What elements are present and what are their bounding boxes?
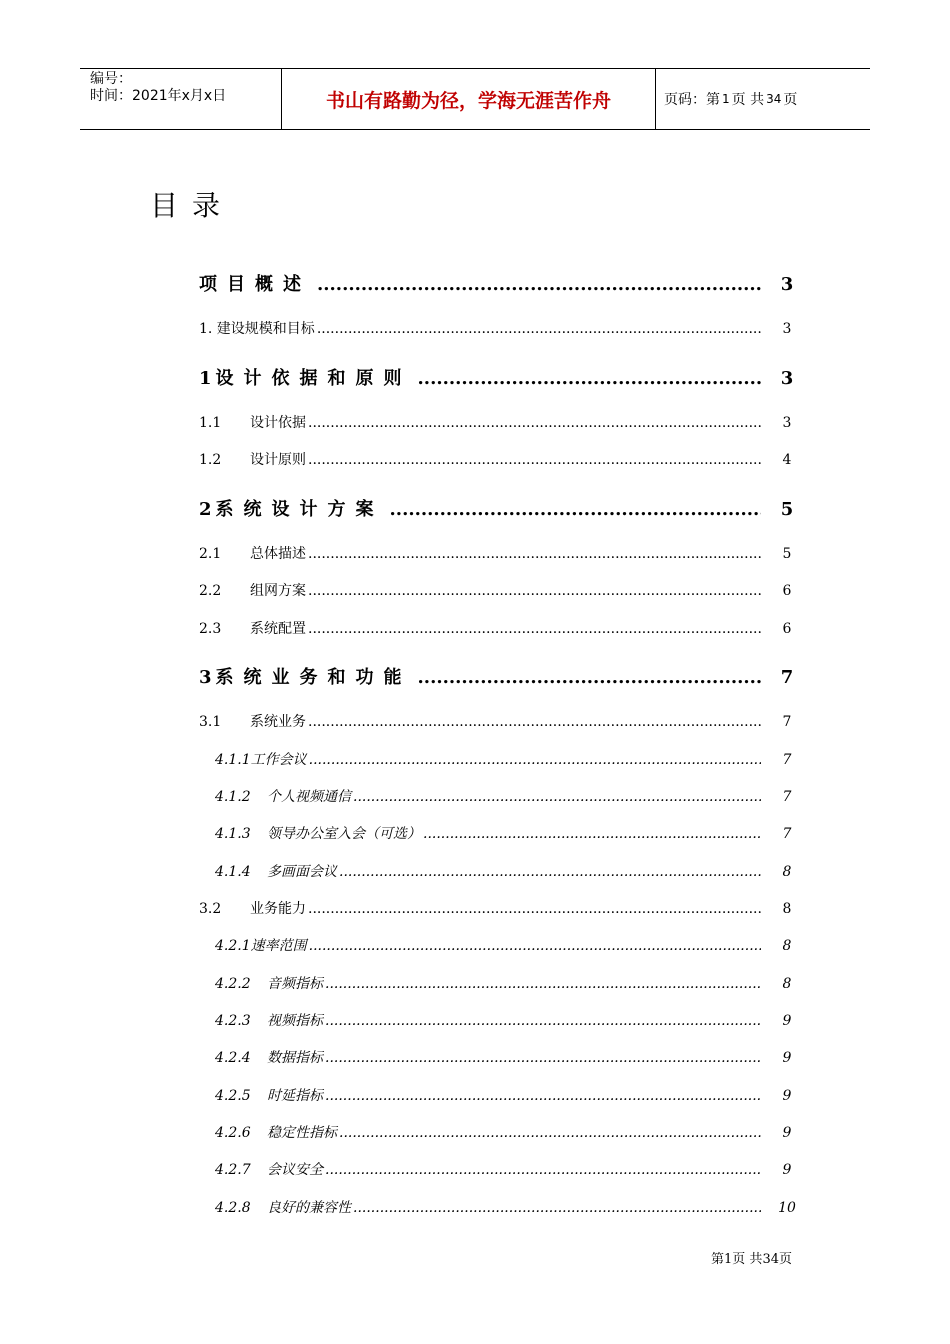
toc-entry-label: 时延指标: [267, 1088, 323, 1104]
toc-leader: [423, 826, 761, 842]
toc-leader: [308, 901, 761, 917]
toc-entry-label: 组网方案: [250, 583, 306, 599]
toc-entry-label: 设计依据: [250, 415, 306, 431]
toc-entry-page: 3: [782, 321, 792, 337]
header-page-total: 34: [766, 92, 782, 106]
page-footer: [711, 1248, 792, 1267]
toc-entry-page: 8: [782, 976, 792, 992]
toc-entry-label: 1. 建设规模和目标: [199, 321, 315, 337]
toc-entry-page: 6: [782, 583, 792, 599]
toc-leader: [308, 546, 761, 562]
toc-entry-number: 4.2.5: [215, 1088, 251, 1104]
header-page-mid: 页 共: [731, 92, 765, 108]
toc-entry[interactable]: [199, 1010, 799, 1030]
toc-entry-page: 9: [782, 1162, 792, 1178]
toc-entry-label: 系统配置: [250, 621, 306, 637]
toc-entry-label: 系统业务: [250, 714, 306, 730]
toc-leader: [325, 1162, 761, 1178]
toc-entry[interactable]: [199, 711, 799, 731]
toc-entry[interactable]: [199, 412, 799, 432]
toc-entry-page: 3: [780, 368, 794, 389]
toc-entry-number: 4.1.4: [215, 864, 251, 880]
toc-entry-number: 2: [199, 499, 212, 520]
toc-leader: [353, 1200, 761, 1216]
toc-entry-page: 3: [782, 415, 792, 431]
toc-entry-number: 4.2.2: [215, 976, 251, 992]
toc-entry[interactable]: [199, 935, 799, 955]
toc-entry-number: 1: [199, 368, 212, 389]
toc-leader: [418, 667, 761, 688]
toc-entry-number: 3.2: [199, 901, 222, 917]
toc-entry-number: 2.3: [199, 621, 222, 637]
toc-entry-label: 稳定性指标: [267, 1125, 337, 1141]
toc-entry-label: 速率范围: [250, 938, 307, 954]
toc-entry-number: 4.2.6: [215, 1125, 251, 1141]
toc-leader: [308, 621, 761, 637]
toc-leader: [325, 976, 761, 992]
toc-entry-number: 4.2.7: [215, 1162, 251, 1178]
toc-entry[interactable]: [199, 1197, 799, 1217]
toc-leader: [390, 499, 761, 520]
toc-leader: [418, 368, 761, 389]
toc-entry-page: 4: [782, 452, 792, 468]
toc-entry-page: 7: [782, 752, 792, 768]
toc-entry[interactable]: [199, 749, 799, 769]
toc-leader: [325, 1088, 761, 1104]
footer-mid: 页 共: [732, 1252, 763, 1267]
toc-entry[interactable]: [199, 973, 799, 993]
toc-entry-label: 系统业务和功能: [215, 667, 412, 688]
toc-entry-page: 6: [782, 621, 792, 637]
time-label: 时间：2021年x月x日: [90, 88, 227, 104]
toc-entry[interactable]: [199, 1085, 799, 1105]
toc-entry-label: 设计原则: [250, 452, 306, 468]
toc-entry[interactable]: [199, 270, 799, 296]
toc-entry-label: 音频指标: [267, 976, 323, 992]
toc-entry-number: 3.1: [199, 714, 222, 730]
toc-entry-page: 9: [782, 1125, 792, 1141]
toc-entry-page: 9: [782, 1013, 792, 1029]
toc-entry-page: 7: [782, 826, 792, 842]
toc-entry[interactable]: [199, 861, 799, 881]
toc-entry[interactable]: [199, 898, 799, 918]
toc-leader: [309, 752, 761, 768]
toc-entry-label: 良好的兼容性: [267, 1200, 351, 1216]
toc-entry-number: 4.1.2: [215, 789, 251, 805]
toc-entry-page: 9: [782, 1050, 792, 1066]
toc-entry[interactable]: [199, 1159, 799, 1179]
toc-entry[interactable]: [199, 580, 799, 600]
toc-leader: [317, 321, 761, 337]
toc-entry-page: 5: [780, 499, 794, 520]
toc-entry-label: 设计依据和原则: [215, 368, 412, 389]
toc-entry-number: 4.2.3: [215, 1013, 251, 1029]
toc-entry-number: 1.2: [199, 452, 222, 468]
toc-entry-label: 多画面会议: [267, 864, 337, 880]
toc-entry-label: 业务能力: [250, 901, 306, 917]
toc-entry-number: 1.1: [199, 415, 222, 431]
toc-entry-label: 工作会议: [250, 752, 307, 768]
toc-entry[interactable]: [199, 495, 799, 521]
header-meta: [80, 69, 280, 129]
toc-entry[interactable]: [199, 364, 799, 390]
toc-entry-number: 4.2.8: [215, 1200, 251, 1216]
header-motto: 书山有路勤为径，学海无涯苦作舟: [281, 69, 656, 129]
toc-leader: [308, 583, 761, 599]
page-header: [80, 68, 870, 130]
toc-entry-page: 7: [782, 789, 792, 805]
toc-leader: [325, 1050, 761, 1066]
toc-entry-page: 3: [780, 274, 794, 295]
toc-entry-page: 7: [780, 667, 794, 688]
toc-entry-number: 4.2.4: [215, 1050, 251, 1066]
header-page-suffix: 页: [783, 92, 798, 108]
toc-entry[interactable]: [199, 823, 799, 843]
toc-entry-page: 10: [778, 1200, 796, 1216]
toc-entry-label: 数据指标: [267, 1050, 323, 1066]
toc-leader: [309, 938, 761, 954]
toc-entry-number: 2.1: [199, 546, 222, 562]
toc-entry-page: 8: [782, 938, 792, 954]
toc-entry-label: 领导办公室入会（可选）: [267, 826, 421, 842]
toc-title: 目录: [150, 189, 235, 222]
toc-entry-page: 8: [782, 864, 792, 880]
footer-page-total: 34: [762, 1252, 779, 1267]
toc-entry-number: 4.1.1: [215, 752, 251, 768]
toc-leader: [339, 1125, 761, 1141]
toc-entry-number: 3: [199, 667, 212, 688]
toc-entry-page: 9: [782, 1088, 792, 1104]
toc-leader: [339, 864, 761, 880]
toc-entry[interactable]: [199, 618, 799, 638]
header-page-prefix: 页码：第: [664, 92, 720, 108]
toc-entry[interactable]: [199, 318, 799, 338]
footer-prefix: 第: [711, 1252, 725, 1267]
footer-suffix: 页: [778, 1252, 792, 1267]
toc-entry[interactable]: [199, 786, 799, 806]
header-page-info: [655, 69, 870, 129]
toc-leader: [308, 714, 761, 730]
toc-entry-label: 视频指标: [267, 1013, 323, 1029]
toc-entry-page: 5: [782, 546, 792, 562]
toc-leader: [353, 789, 761, 805]
toc-entry[interactable]: [199, 1122, 799, 1142]
toc-leader: [325, 1013, 761, 1029]
header-page-current: 1: [722, 92, 730, 106]
toc-entry-number: 4.1.3: [215, 826, 251, 842]
toc-leader: [308, 452, 761, 468]
toc-entry[interactable]: [199, 663, 799, 689]
toc-leader: [308, 415, 761, 431]
toc-entry-label: 系统设计方案: [215, 499, 384, 520]
toc-entry-page: 7: [782, 714, 792, 730]
toc-entry-label: 总体描述: [250, 546, 306, 562]
toc-entry-number: 4.2.1: [215, 938, 251, 954]
toc-entry-page: 8: [782, 901, 792, 917]
toc-entry-label: 会议安全: [267, 1162, 323, 1178]
serial-label: 编号：: [90, 71, 132, 87]
footer-page-current: 1: [724, 1252, 733, 1267]
toc-entry-label: 项目概述: [199, 274, 311, 295]
toc-entry[interactable]: [199, 1047, 799, 1067]
toc-entry-label: 个人视频通信: [267, 789, 351, 805]
toc-leader: [317, 274, 761, 295]
toc-entry[interactable]: [199, 543, 799, 563]
toc-entry-number: 2.2: [199, 583, 222, 599]
toc-entry[interactable]: [199, 449, 799, 469]
